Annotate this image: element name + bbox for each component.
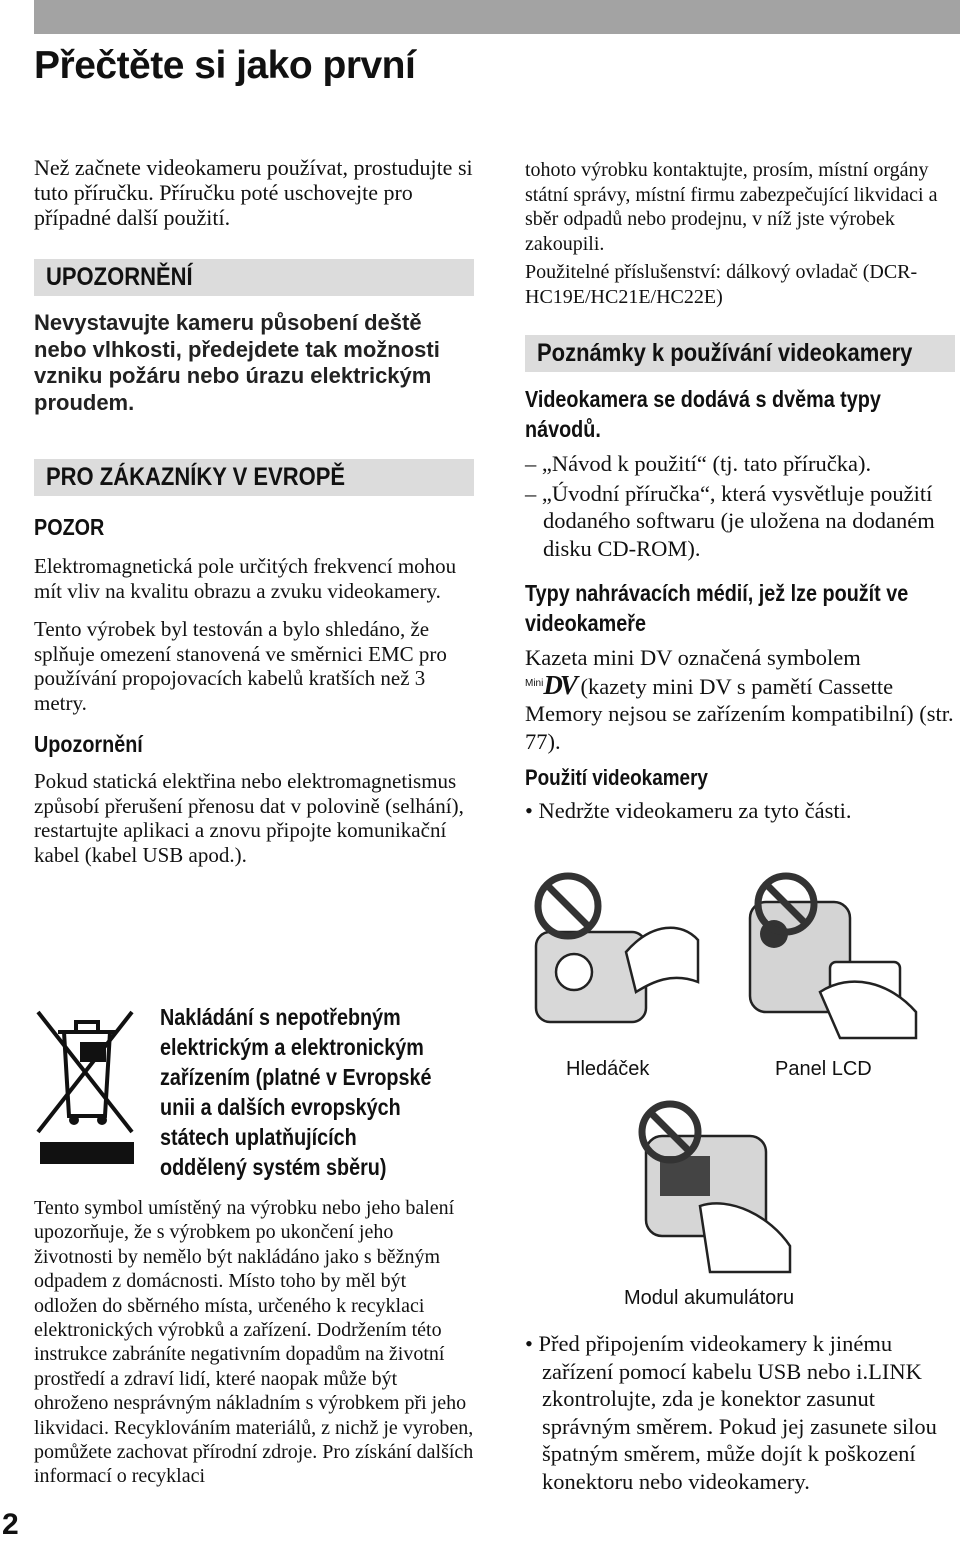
manual-item: – „Úvodní příručka“, která vysvětluje použití dodaného softwaru (je uložena na dodaném disku CD-ROM).: [525, 480, 935, 561]
mini-dv-logo: $^{Mini}$DV: [525, 669, 575, 700]
usage-heading: Použití videokamery: [525, 765, 708, 790]
pozor-heading: POZOR: [34, 514, 105, 540]
weee-heading-line: Nakládání s nepotřebným: [160, 1004, 401, 1030]
media-text: Kazeta mini DV označená symbolem $^{Mini}$DV (kazety mini DV s pamětí Cassette Memory nejsou se zařízením kompatibilní) (str. 77).: [525, 645, 954, 754]
caption-viewfinder: Hledáček: [566, 1058, 650, 1080]
weee-heading-line: unii a dalších evropských: [160, 1094, 401, 1120]
weee-heading-line: zařízením (platné v Evropské: [160, 1064, 432, 1090]
pozor-text: Elektromagnetická pole určitých frekvencí mohou mít vliv na kvalitu obrazu a zvuku videokamery.: [34, 554, 457, 603]
notes-band-label: Poznámky k používání videokamery: [537, 339, 913, 367]
page-number: 2: [2, 1508, 19, 1541]
notes-band: [525, 335, 955, 372]
usage-bullet: • Nedržte videokameru za tyto části.: [525, 798, 852, 823]
battery-illustration: [630, 1096, 800, 1276]
right-column: [525, 158, 955, 825]
europe-band-label: PRO ZÁKAZNÍKY V EVROPĚ: [46, 463, 346, 491]
accessory-text: Použitelné příslušenství: dálkový ovladač (DCR-HC19E/HC21E/HC22E): [525, 261, 918, 308]
media-heading: Typy nahrávacích médií, jež lze použít ve videokameře: [525, 580, 909, 636]
weee-text: Tento symbol umístěný na výrobku nebo jeho balení upozorňuje, že s výrobkem po ukončení jeho životnosti by nemělo být nakládáno jako s běžným odpadem z domácnosti. Místo toho by měl být odložen do sběrného místa, určeného k recyklaci elektronických výrobků a zařízení. Dodržením této instrukce zabráníte negativním dopadům na životní prostředí a zdraví lidí, které naopak může být ohroženo nesprávným nákladním s výrobkem při jeho likvidaci. Recyklováním materiálů, z nichž je vyroben, pomůžete zachovat přírodní zdroje. Pro získání dalších informací o recyklaci: [34, 1197, 474, 1488]
emc-text: Tento výrobek byl testován a bylo shledáno, že splňuje omezení stanovená ve směrnici EMC pro používání propojovacích kabelů kratších než 3 metry.: [34, 617, 447, 715]
page-title: Přečtěte si jako první: [34, 44, 416, 87]
upozorneni-heading: Upozornění: [34, 731, 143, 757]
europe-band: [34, 459, 474, 496]
caption-lcd-panel: Panel LCD: [775, 1058, 872, 1080]
manual-item: – „Návod k použití“ (tj. tato příručka).: [525, 451, 872, 476]
left-column: [34, 155, 474, 867]
header-bar: [34, 0, 960, 34]
usage-bullet-2: • Před připojením videokamery k jinému zařízení pomocí kabelu USB nebo i.LINK zkontrolujte, zda je konektor zasunut správným směrem. Pokud jej zasunete silou špatným směrem, může dojít k poškození konektoru nebo videokamery.: [525, 1331, 937, 1494]
weee-heading-line: oddělený systém sběru): [160, 1154, 387, 1180]
warning-text: Nevystavujte kameru působení deště nebo vlhkosti, předejdete tak možnosti vzniku požáru nebo úrazu elektrickým proudem.: [34, 310, 440, 415]
weee-heading-line: elektrickým a elektronickým: [160, 1034, 424, 1060]
weee-heading: [160, 1002, 490, 1182]
weee-heading-line: státech uplatňujících: [160, 1124, 357, 1150]
continued-text: tohoto výrobku kontaktujte, prosím, místní orgány státní správy, místní firmu zabezpečující likvidaci a sběr odpadů nebo prodejnu, v níž jste výrobek zakoupili.: [525, 159, 938, 255]
manuals-heading: Videokamera se dodává s dvěma typy návodů.: [525, 386, 881, 442]
warning-band: [34, 259, 474, 296]
caption-battery: Modul akumulátoru: [624, 1287, 795, 1309]
lcd-panel-illustration: [730, 862, 920, 1042]
upozorneni-text: Pokud statická elektřina nebo elektromagnetismus způsobí přerušení přenosu dat v polovině (selhání), restartujte aplikaci a znovu připojte komunikační kabel (kabel USB apod.).: [34, 769, 464, 867]
warning-band-label: UPOZORNĚNÍ: [46, 263, 193, 291]
viewfinder-illustration: [522, 862, 702, 1042]
weee-bin-icon: [36, 1008, 138, 1170]
intro-text: Než začnete videokameru používat, prostudujte si tuto příručku. Příručku poté uschovejte pro případné další použití.: [34, 155, 473, 230]
